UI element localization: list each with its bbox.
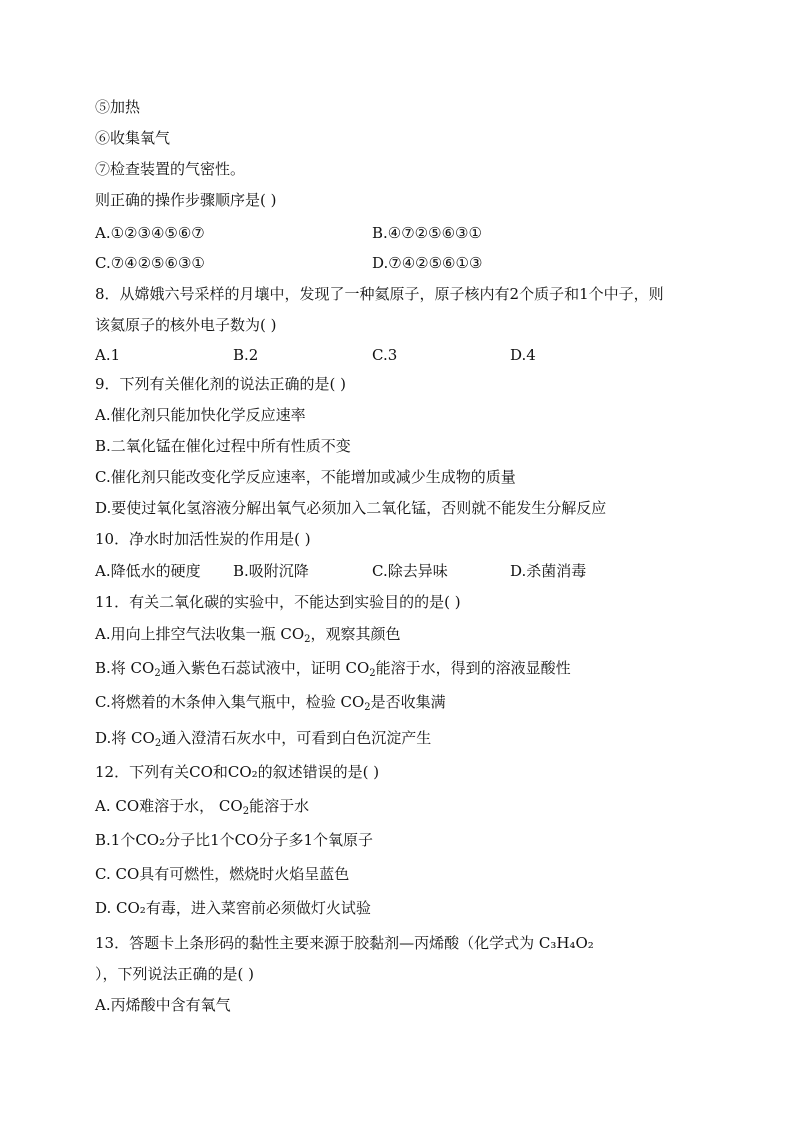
- question-7-stem: 则正确的操作步骤顺序是( ): [95, 191, 277, 209]
- question-10-stem: 10．净水时加活性炭的作用是( ): [95, 530, 311, 548]
- q10-option-a: A.降低水的硬度: [95, 562, 201, 580]
- q9-option-c: C.催化剂只能改变化学反应速率，不能增加或减少生成物的质量: [95, 468, 516, 486]
- q12-option-b: B.1个CO₂分子比1个CO分子多1个氧原子: [95, 831, 373, 849]
- q11-option-b: B.将 $CO_2$通入紫色石蕊试液中，证明 $CO_2$能溶于水，得到的溶液显酸性: [95, 659, 571, 679]
- step-6-text: ⑥收集氧气: [95, 129, 171, 147]
- q10-option-d: D.杀菌消毒: [510, 562, 587, 580]
- q7-option-b: B.④⑦②⑤⑥③①: [372, 224, 482, 242]
- question-9-stem: 9．下列有关催化剂的说法正确的是( ): [95, 375, 347, 393]
- question-8-stem-line-2: 该氦原子的核外电子数为( ): [95, 316, 277, 334]
- q7-option-d: D.⑦④②⑤⑥①③: [372, 254, 483, 272]
- q10-option-c: C.除去异味: [372, 562, 448, 580]
- question-12-stem: 12．下列有关CO和CO₂的叙述错误的是( ): [95, 763, 380, 781]
- question-13-stem-line-1: 13．答题卡上条形码的黏性主要来源于胶黏剂—丙烯酸（化学式为 C₃H₄O₂: [95, 934, 594, 952]
- question-13-stem-line-2: ），下列说法正确的是( ): [95, 965, 254, 983]
- q8-option-a: A.1: [95, 346, 121, 364]
- step-5-text: ⑤加热: [95, 98, 141, 116]
- q7-option-c: C.⑦④②⑤⑥③①: [95, 254, 205, 272]
- q13-option-a: A.丙烯酸中含有氧气: [95, 996, 231, 1014]
- q12-option-c: C. CO具有可燃性，燃烧时火焰呈蓝色: [95, 865, 350, 883]
- q12-option-d: D. CO₂有毒，进入菜窖前必须做灯火试验: [95, 899, 371, 917]
- question-11-stem: 11．有关二氧化碳的实验中，不能达到实验目的的是( ): [95, 593, 461, 611]
- question-8-stem-line-1: 8．从嫦娥六号采样的月壤中，发现了一种氦原子，原子核内有2个质子和1个中子，则: [95, 285, 664, 303]
- q9-option-a: A.催化剂只能加快化学反应速率: [95, 406, 306, 424]
- q9-option-b: B.二氧化锰在催化过程中所有性质不变: [95, 437, 351, 455]
- q9-option-d: D.要使过氧化氢溶液分解出氧气必须加入二氧化锰，否则就不能发生分解反应: [95, 499, 607, 517]
- q10-option-b: B.吸附沉降: [233, 562, 309, 580]
- step-7-text: ⑦检查装置的气密性。: [95, 160, 246, 178]
- q11-option-d: D.将 $CO_2$通入澄清石灰水中，可看到白色沉淀产生: [95, 729, 432, 749]
- q7-option-a: A.①②③④⑤⑥⑦: [95, 224, 205, 242]
- q11-option-a: A.用向上排空气法收集一瓶 $CO_2$，观察其颜色: [95, 625, 401, 645]
- q8-option-d: D.4: [510, 346, 536, 364]
- q8-option-c: C.3: [372, 346, 398, 364]
- q12-option-a: A. CO难溶于水， $CO_2$能溶于水: [95, 797, 310, 817]
- q8-option-b: B.2: [233, 346, 259, 364]
- q11-option-c: C.将燃着的木条伸入集气瓶中，检验 $CO_2$是否收集满: [95, 693, 446, 713]
